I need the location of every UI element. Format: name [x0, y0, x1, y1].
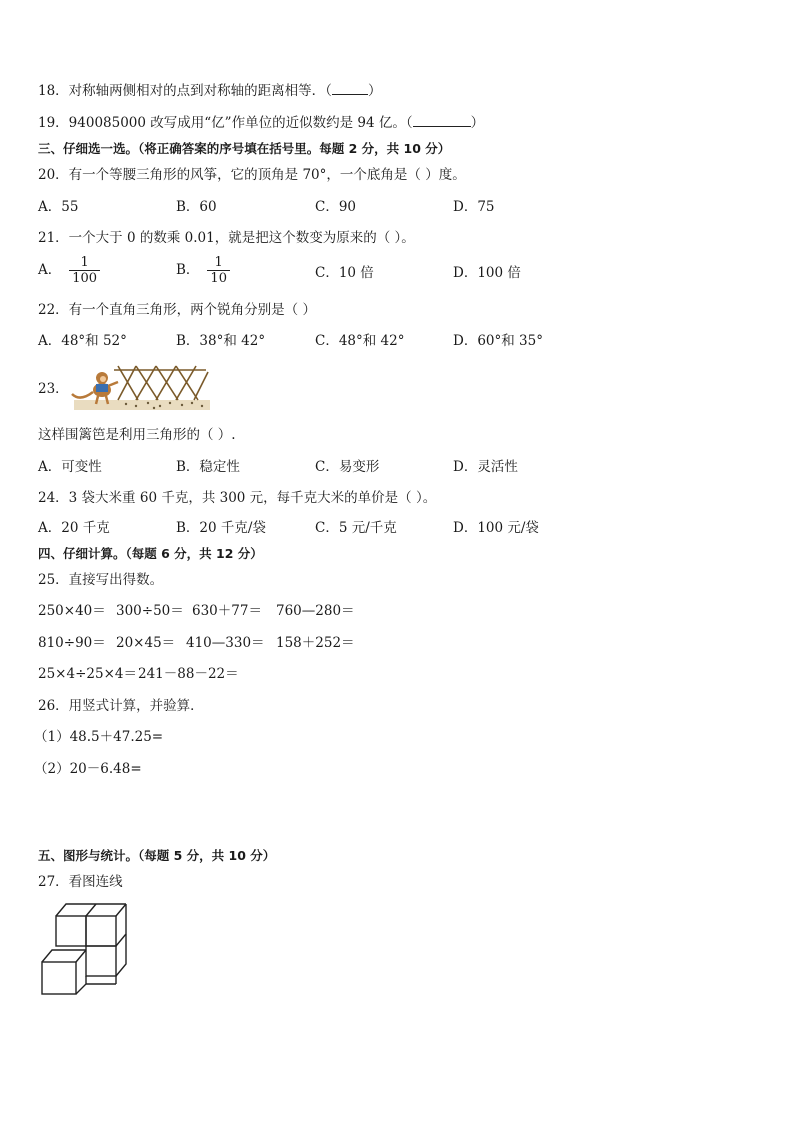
q20-option-d[interactable]: D．75	[453, 199, 495, 215]
q22-option-d[interactable]: D．60°和 35°	[453, 333, 543, 349]
q21-option-c[interactable]: C．10 倍	[315, 265, 374, 281]
question-18-text: 18．对称轴两侧相对的点到对称轴的距离相等．（	[38, 83, 332, 99]
cube-stack-figure	[38, 900, 132, 998]
question-26-text: 26．用竖式计算，并验算．	[38, 698, 204, 714]
q21-option-d[interactable]: D．100 倍	[453, 265, 521, 281]
calc-item: 300÷50＝	[116, 603, 184, 619]
answer-blank-18[interactable]	[332, 82, 368, 95]
question-19-text: 19．940085000 改写成用“亿”作单位的近似数约是 94 亿。（	[38, 115, 413, 131]
question-22-text: 22．有一个直角三角形，两个锐角分别是（ ）	[38, 302, 316, 318]
question-19-close: ）	[470, 115, 485, 131]
fraction-one-tenth	[207, 255, 230, 286]
fraction-numerator: 1	[80, 255, 89, 270]
q24-option-d[interactable]: D．100 元/袋	[453, 520, 539, 536]
q22-option-c[interactable]: C．48°和 42°	[315, 333, 405, 349]
q23-option-b[interactable]: B．稳定性	[176, 459, 240, 475]
q23-option-d[interactable]: D．灵活性	[453, 459, 518, 475]
fraction-denominator: 100	[69, 270, 100, 286]
question-23-number: 23．	[38, 381, 69, 397]
calc-item: 250×40＝	[38, 603, 106, 619]
question-23-text: 这样围篱笆是利用三角形的（ ）.	[38, 427, 236, 443]
fraction-denominator: 10	[207, 270, 230, 286]
q23-option-a[interactable]: A．可变性	[38, 459, 102, 475]
section-5-title: 五、图形与统计。（每题 5 分，共 10 分）	[38, 848, 276, 863]
question-25-text: 25．直接写出得数。	[38, 572, 164, 588]
question-20-text: 20．有一个等腰三角形的风筝，它的顶角是 70°，一个底角是（ ）度。	[38, 167, 466, 183]
q26-item-1: （1）48.5＋47.25=	[34, 729, 164, 745]
question-27-text: 27．看图连线	[38, 874, 123, 890]
calc-item: 410—330＝	[186, 635, 265, 651]
q24-option-a[interactable]: A．20 千克	[38, 520, 110, 536]
q21-option-a-label: A．	[38, 262, 62, 278]
question-19	[38, 114, 484, 132]
q20-option-b[interactable]: B．60	[176, 199, 217, 215]
question-18-close: ）	[367, 83, 382, 99]
question-24-text: 24．3 袋大米重 60 千克，共 300 元，每千克大米的单价是（ ）。	[38, 490, 437, 506]
calc-item: 25×4÷25×4＝	[38, 666, 137, 682]
calc-item: 158＋252＝	[276, 635, 355, 651]
q22-option-b[interactable]: B．38°和 42°	[176, 333, 266, 349]
fraction-one-hundredth	[69, 255, 100, 286]
calc-item: 241－88－22＝	[138, 666, 239, 682]
calc-item: 760—280＝	[276, 603, 355, 619]
q24-option-b[interactable]: B．20 千克/袋	[176, 520, 266, 536]
q26-item-2: （2）20－6.48=	[34, 761, 142, 777]
calc-item: 630＋77＝	[192, 603, 262, 619]
calc-item: 810÷90＝	[38, 635, 106, 651]
q21-option-b[interactable]	[176, 255, 230, 286]
calc-item: 20×45＝	[116, 635, 176, 651]
section-4-title: 四、仔细计算。（每题 6 分，共 12 分）	[38, 546, 263, 561]
question-21-text: 21．一个大于 0 的数乘 0.01，就是把这个数变为原来的（ ）。	[38, 230, 415, 246]
q22-option-a[interactable]: A．48°和 52°	[38, 333, 127, 349]
q23-option-c[interactable]: C．易变形	[315, 459, 380, 475]
q20-option-a[interactable]: A．55	[38, 199, 79, 215]
answer-blank-19[interactable]	[413, 114, 471, 127]
fence-illustration	[66, 358, 212, 414]
q21-option-a[interactable]	[38, 255, 100, 286]
fraction-numerator: 1	[214, 255, 223, 270]
q21-option-b-label: B．	[176, 262, 200, 278]
section-3-title: 三、仔细选一选。（将正确答案的序号填在括号里。每题 2 分，共 10 分）	[38, 141, 451, 156]
q20-option-c[interactable]: C．90	[315, 199, 357, 215]
q24-option-c[interactable]: C．5 元/千克	[315, 520, 397, 536]
question-18	[38, 82, 381, 100]
